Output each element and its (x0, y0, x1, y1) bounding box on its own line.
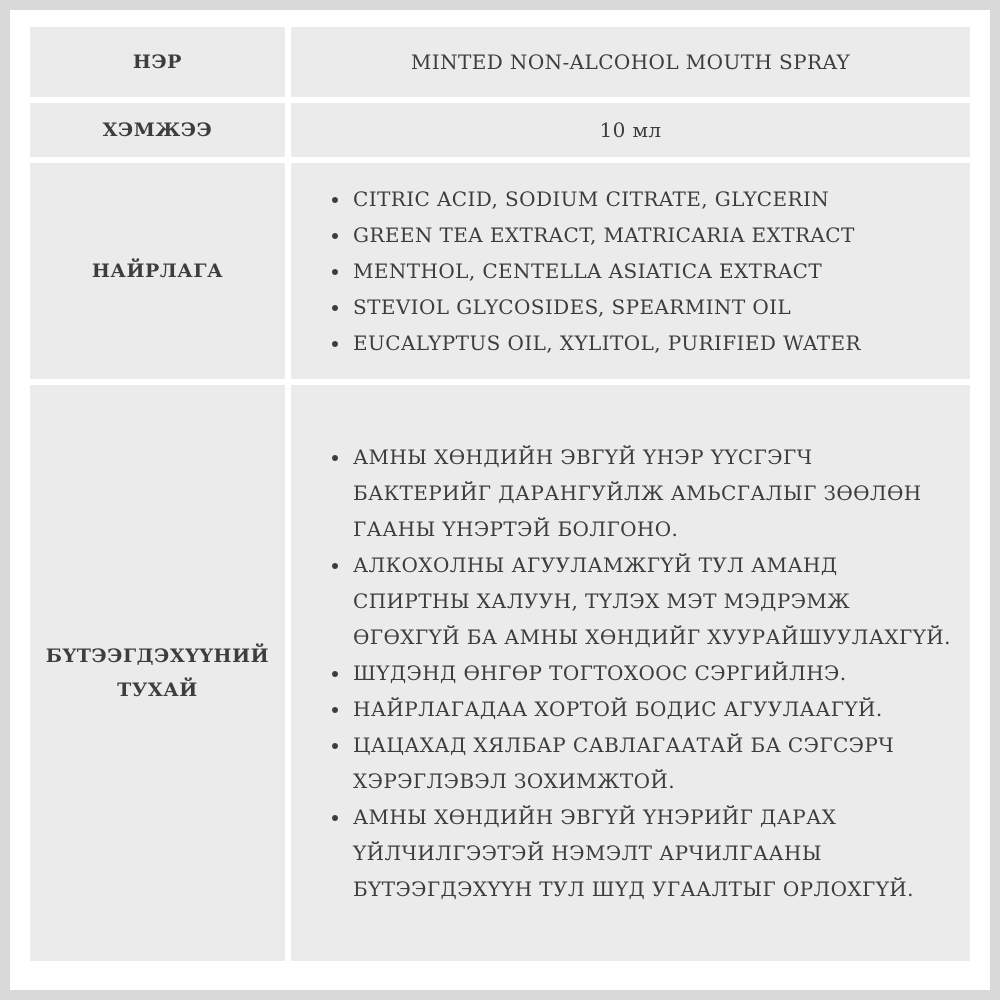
table-row-name (30, 27, 970, 97)
product-spec-table (24, 21, 976, 967)
list-item: • GREEN TEA EXTRACT, MATRICARIA EXTRACT (351, 217, 952, 253)
row-value-name: MINTED NON-ALCOHOL MOUTH SPRAY (291, 27, 970, 97)
list-item: • НАЙРЛАГАДАА ХОРТОЙ БОДИС АГУУЛААГҮЙ. (351, 691, 952, 727)
row-value-size: 10 мл (291, 103, 970, 157)
list-item: • АМНЫ ХӨНДИЙН ЭВГҮЙ ҮНЭР ҮҮСГЭГЧ БАКТЕРИЙГ ДАРАНГУЙЛЖ АМЬСГАЛЫГ ЗӨӨЛӨН ГААНЫ ҮНЭРТЭЙ БОЛГОНО. (351, 439, 952, 547)
list-item: • ШҮДЭНД ӨНГӨР ТОГТОХООС СЭРГИЙЛНЭ. (351, 655, 952, 691)
row-label-name: НЭР (30, 27, 285, 97)
list-item: • EUCALYPTUS OIL, XYLITOL, PURIFIED WATER (351, 325, 952, 361)
table-row-about-product (30, 385, 970, 961)
row-label-ingredients: НАЙРЛАГА (30, 163, 285, 379)
list-item: • CITRIC ACID, SODIUM CITRATE, GLYCERIN (351, 181, 952, 217)
row-value-ingredients (291, 163, 970, 379)
list-item: • MENTHOL, CENTELLA ASIATICA EXTRACT (351, 253, 952, 289)
row-label-about-product: БҮТЭЭГДЭХҮҮНИЙ ТУХАЙ (30, 385, 285, 961)
ingredients-list (305, 181, 956, 361)
row-value-about-product (291, 385, 970, 961)
table-row-size (30, 103, 970, 157)
table-row-ingredients (30, 163, 970, 379)
list-item: • ЦАЦАХАД ХЯЛБАР САВЛАГААТАЙ БА СЭГСЭРЧ ХЭРЭГЛЭВЭЛ ЗОХИМЖТОЙ. (351, 727, 952, 799)
list-item: • STEVIOL GLYCOSIDES, SPEARMINT OIL (351, 289, 952, 325)
list-item: • АЛКОХОЛНЫ АГУУЛАМЖГҮЙ ТУЛ АМАНД СПИРТНЫ ХАЛУУН, ТҮЛЭХ МЭТ МЭДРЭМЖ ӨГӨХГҮЙ БА АМНЫ ХӨНДИЙГ ХУУРАЙШУУЛАХГҮЙ. (351, 547, 952, 655)
list-item: • АМНЫ ХӨНДИЙН ЭВГҮЙ ҮНЭРИЙГ ДАРАХ ҮЙЛЧИЛГЭЭТЭЙ НЭМЭЛТ АРЧИЛГААНЫ БҮТЭЭГДЭХҮҮН ТУЛ ШҮД УГААЛТЫГ ОРЛОХГҮЙ. (351, 799, 952, 907)
about-product-list (305, 439, 956, 907)
row-label-size: ХЭМЖЭЭ (30, 103, 285, 157)
